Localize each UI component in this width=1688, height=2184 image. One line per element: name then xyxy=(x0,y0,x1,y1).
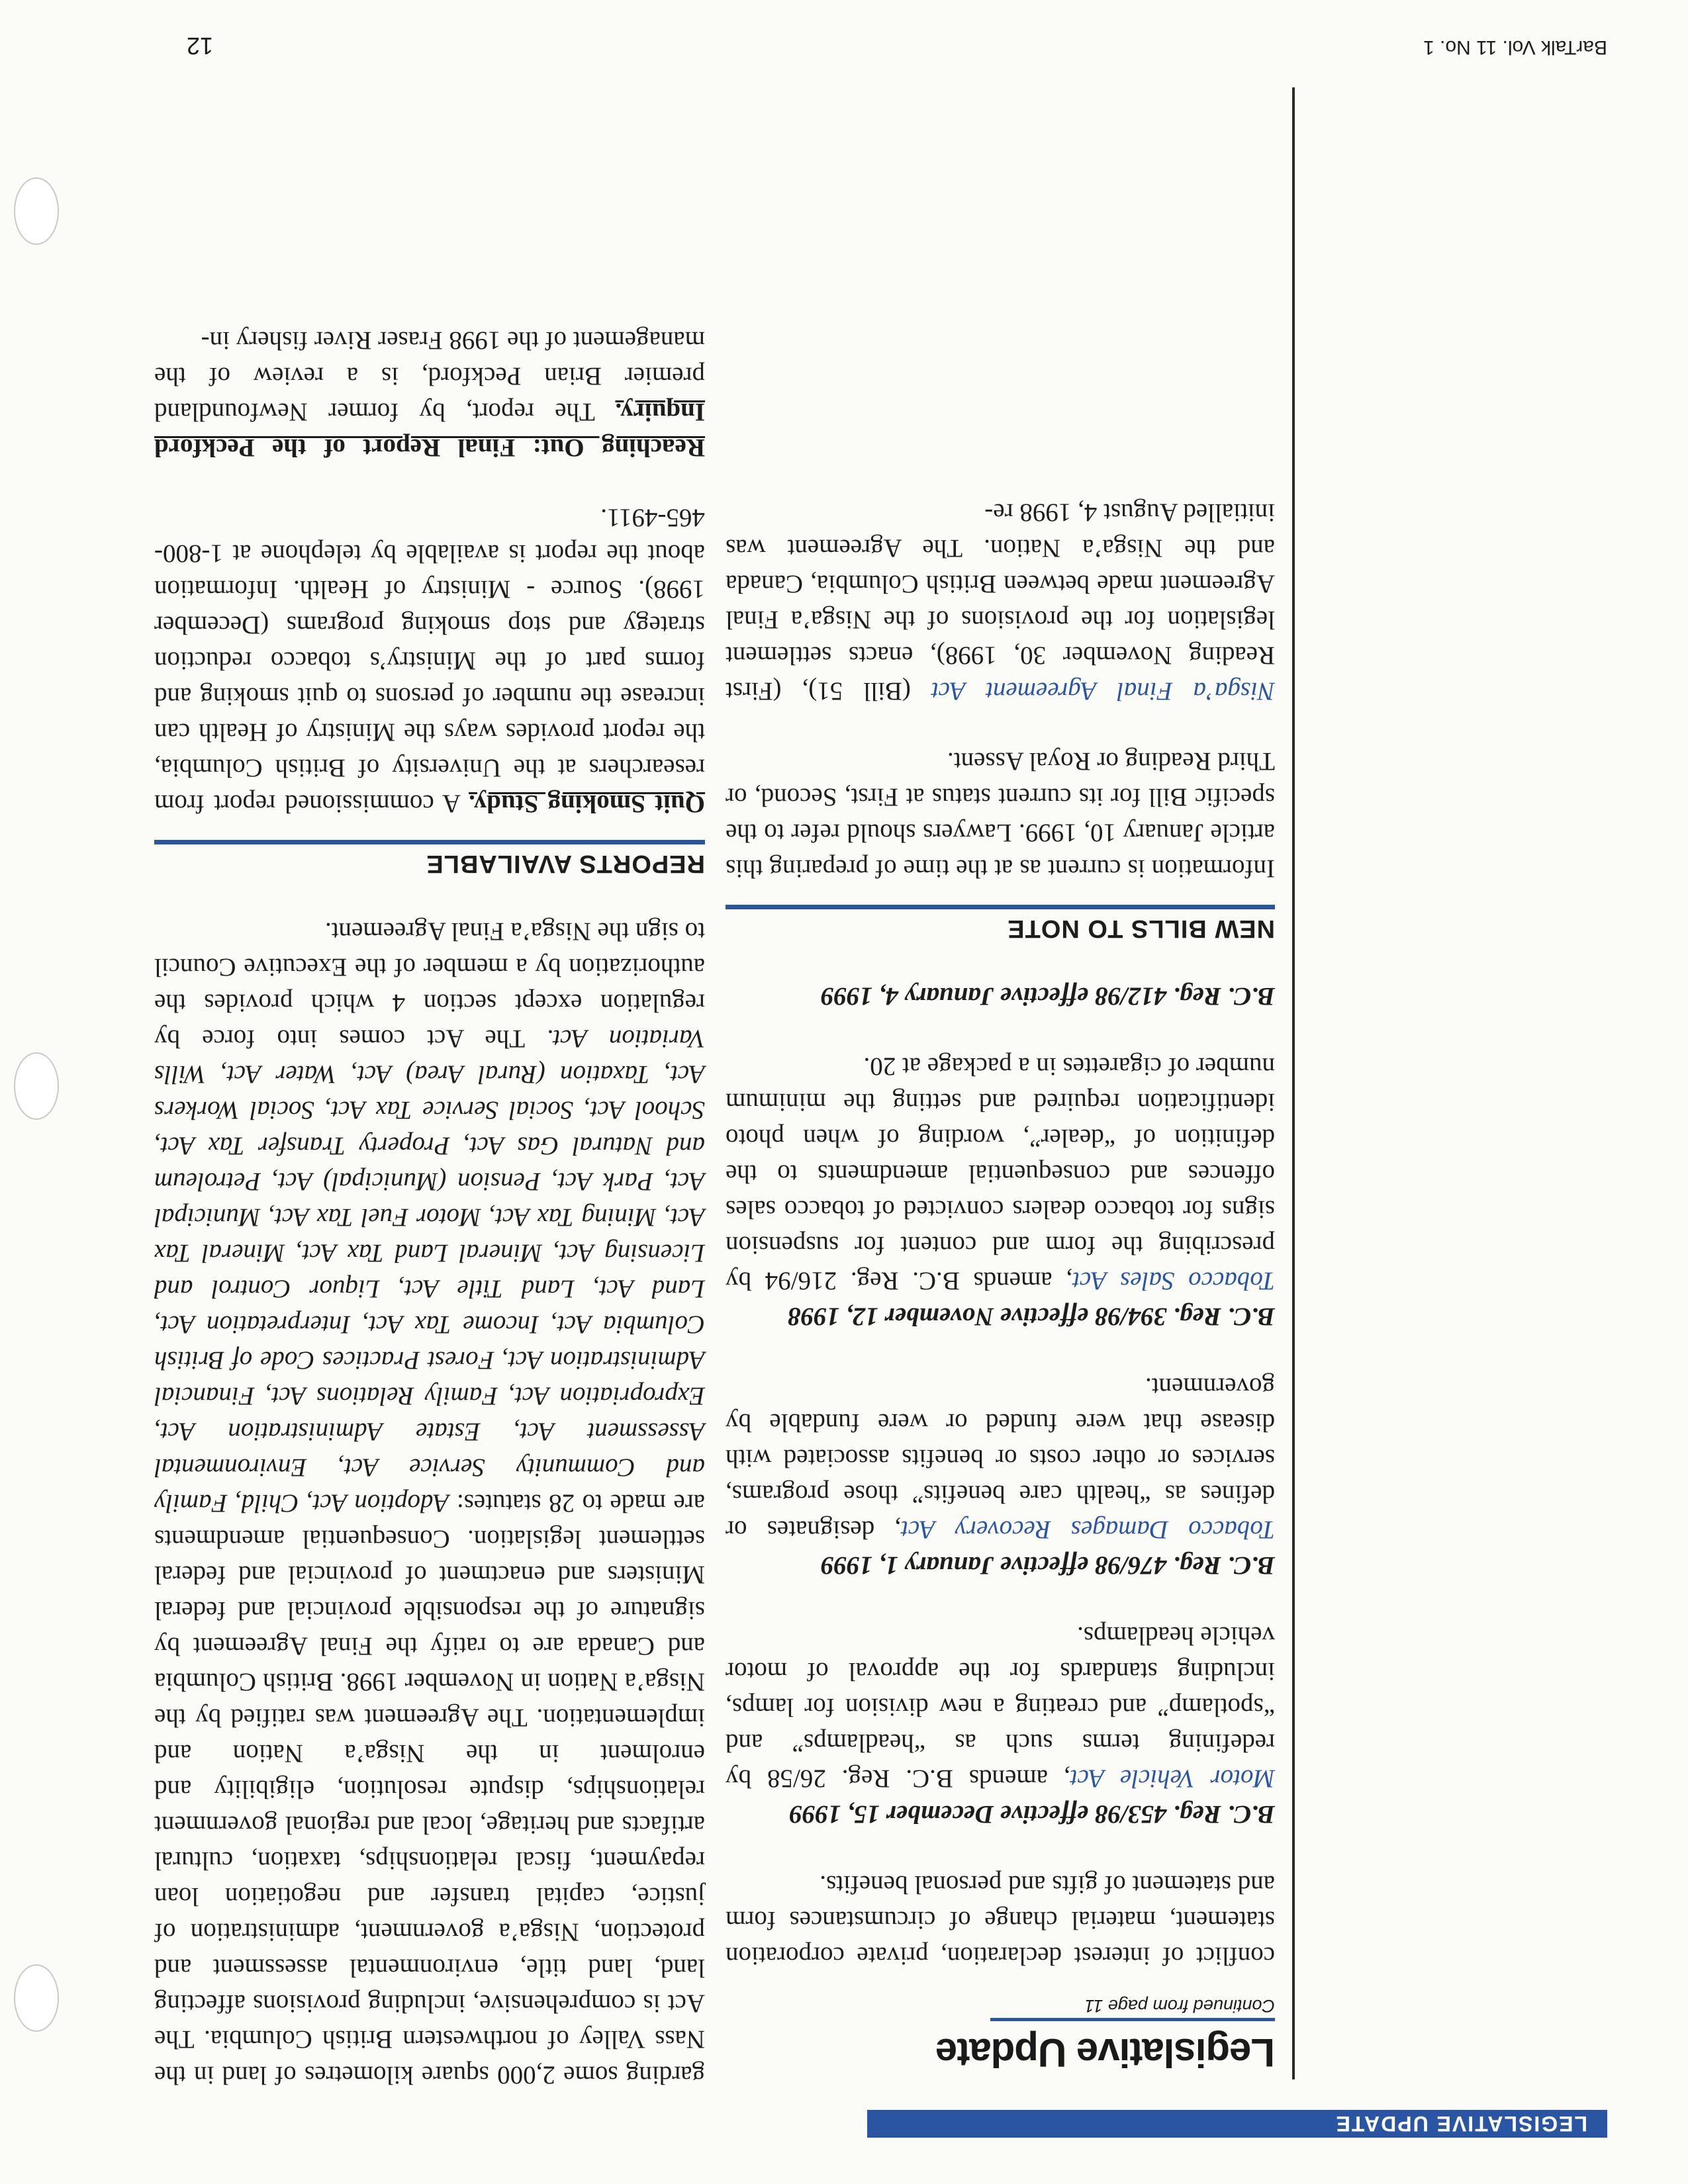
regulation-entry xyxy=(726,1617,1275,1796)
report-entry xyxy=(154,500,705,821)
new-bills-intro: Information is current as at the time of preparing this article January 10, 1999. Lawyers should refer to the specific Bill for its current status at First, Second, or Third Reading or Royal Assent. xyxy=(726,747,1275,883)
new-bills-heading: NEW BILLS TO NOTE xyxy=(726,905,1275,944)
bill-continuation xyxy=(154,913,705,2093)
statutes-list: Adoption Act, Child, Family and Community Service Act, Environmental Assessment Act, Estate Administration Act, Expropriation Act, Family Relations Act, Financial Administration Act, Forest Practices Code of British Columbia Act, Income Tax Act, Interpretation Act, Land Act, Land Title Act, Liquor Control and Licensing Act, Mineral Land Tax Act, Mineral Tax Act, Mining Tax Act, Motor Fuel Tax Act, Municipal Act, Park Act, Pension (Municipal) Act, Petroleum and Natural Gas Act, Property Transfer Tax Act, School Act, Social Service Tax Act, Social Workers Act, Taxation (Rural Area) Act, Water Act, Wills Variation Act. xyxy=(154,1024,705,1518)
binder-hole-bottom xyxy=(14,177,59,245)
act-name: Tobacco Sales Act xyxy=(1072,1267,1275,1295)
binder-hole-top xyxy=(14,1964,59,2032)
act-name: Motor Vehicle Act xyxy=(1070,1764,1275,1793)
regulation-text: , designates or defines as “health care benefits” those programs, services or other costs or benefits associated with disease that were funded or were fundable by government. xyxy=(726,1373,1275,1544)
bill-text: (Bill 51), (First Reading November 30, 1998), enacts settlement legislation for the provisions of the Nisga’a Final Agreement made between British Columbia, Canada and the Nisga’a Nation. The Agreement was initialled August 4, 1998 re- xyxy=(726,498,1275,705)
report-title: Reaching Out: Final Report of the Peckford Inquiry. xyxy=(154,398,705,462)
regulation-text: , amends B.C. Reg. 26/58 by redefining terms such as “headlamps” and “spotlamp” and creating a new division for lamps, including standards for the approval of motor vehicle headlamps. xyxy=(726,1621,1275,1793)
page-number: 12 xyxy=(186,32,213,60)
bill-entry xyxy=(726,494,1275,709)
bill-text: The Act comes into force by regulation except section 4 which provides the authorization by a member of the Executive Council to sign the Nisga’a Final Agreement. xyxy=(154,917,705,1053)
regulation-entry xyxy=(726,1369,1275,1547)
regulation-heading: B.C. Reg. 453/98 effective December 15, 1999 xyxy=(789,1800,1275,1829)
regulation-heading: B.C. Reg. 476/98 effective January 1, 1999 xyxy=(820,1551,1275,1580)
continued-note: Continued from page 11 xyxy=(1084,1996,1275,2016)
regulation-heading: B.C. Reg. 412/98 effective January 4, 1999 xyxy=(820,982,1275,1011)
column-divider-rule xyxy=(1292,87,1295,2079)
act-name: Nisga’a Final Agreement Act xyxy=(931,677,1275,705)
binder-hole-middle xyxy=(14,1052,59,1120)
report-title: Quit Smoking Study. xyxy=(469,790,705,818)
report-entry xyxy=(154,322,705,465)
left-column xyxy=(726,460,1275,1974)
bill-text: garding some 2,000 square kilometres of land in the Nass Valley of northwestern British Columbia. The Act is comprehensive, including provisions affecting land, land title, environmental assessment and protection, Nisga’a government, administration of justice, capital transfer and negotiation loan repayment, fiscal relationships, taxation, cultural artifacts and heritage, local and regional government relationships, dispute resolution, eligibility and enrolment in the Nisga’a Nation and implementation. The Agreement was ratified by the Nisga’a Nation in November 1998. British Columbia and Canada are to ratify the Final Agreement by signature of the responsible provincial and federal Ministers and enactment of provincial and federal settlement legislation. Consequential amendments are made to 28 statutes: xyxy=(154,1489,705,2089)
right-column xyxy=(154,288,705,2093)
title-underline xyxy=(990,2018,1275,2021)
page-title: Legislative Update xyxy=(935,2030,1275,2075)
report-text: The report, by former Newfoundland premier Brian Peckford, is a review of the management of the 1998 Fraser River fishery in- xyxy=(154,326,705,426)
regulation-text: , amends B.C. Reg. 216/94 by prescribing the form and content for suspension signs for tobacco dealers convicted of tobacco sales offences and consequential amendments to the definition of “dealer”, wording of when photo identification required and setting the minimum number of cigarettes in a package at 20. xyxy=(726,1052,1275,1295)
regulation-entry xyxy=(726,1048,1275,1298)
report-text: A commissioned report from researchers at the University of British Columbia, the report provides ways the Ministry of Health can increase the number of persons to quit smoking and forms part of the Ministry’s tobacco reduction strategy and stop smoking programs (December 1998). Source - Ministry of Health. Information about the report is available by telephone at 1-800-465-4911. xyxy=(154,504,705,818)
reports-heading: REPORTS AVAILABLE xyxy=(154,840,705,879)
intro-paragraph: conflict of interest declaration, private corporation statement, material change of circumstances form and statement of gifts and personal benefits. xyxy=(726,1870,1275,1970)
publication-footer: BarTalk Vol. 11 No. 1 xyxy=(1423,36,1607,58)
regulation-heading: B.C. Reg. 394/98 effective November 12, 1998 xyxy=(788,1302,1275,1331)
act-name: Tobacco Damages Recovery Act xyxy=(901,1516,1275,1544)
section-label-bar: LEGISLATIVE UPDATE xyxy=(867,2110,1607,2138)
